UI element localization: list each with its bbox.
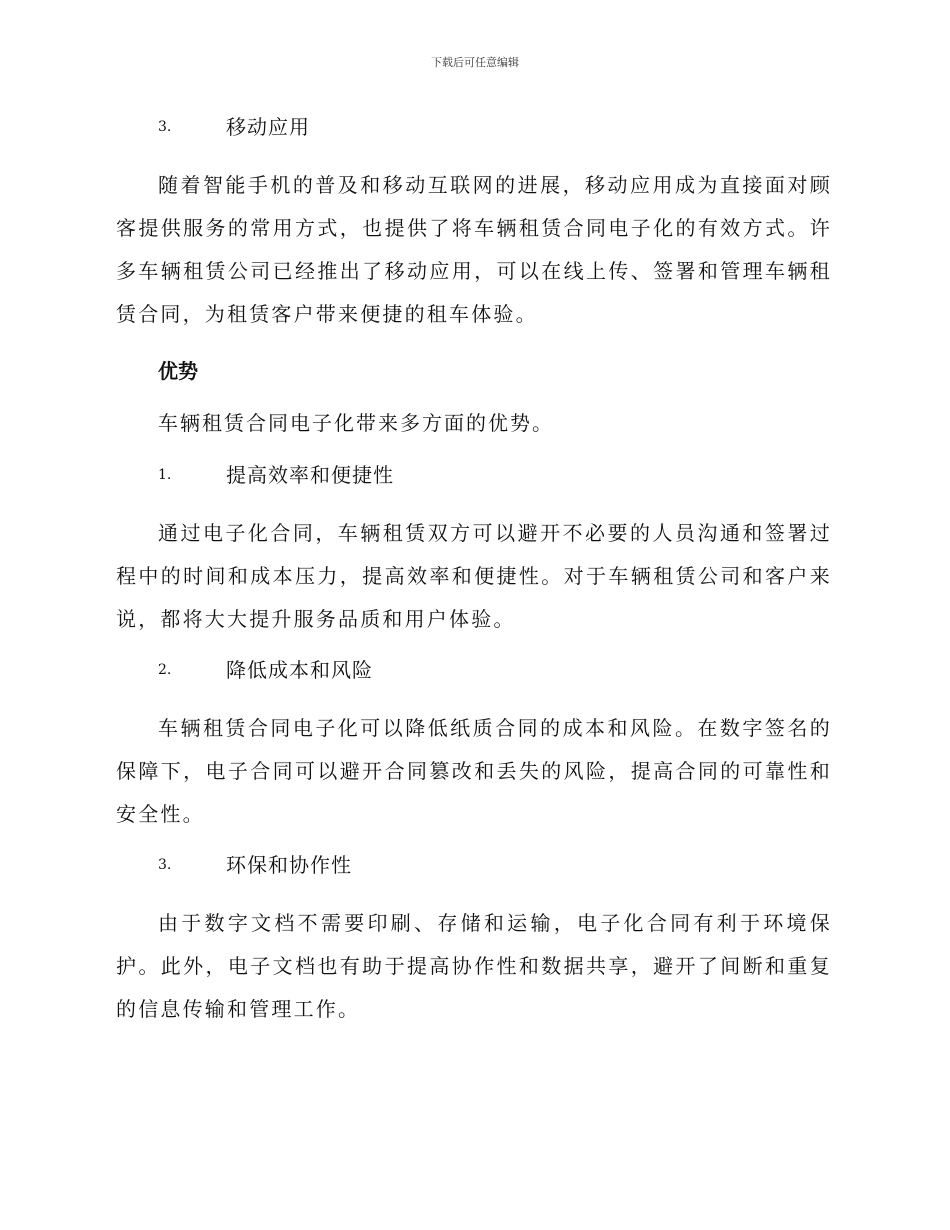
- heading-cost-risk: [116, 655, 832, 685]
- heading-number: 3.: [158, 857, 172, 873]
- heading-title: 提高效率和便捷性: [226, 463, 394, 487]
- heading-number: 1.: [158, 467, 172, 483]
- section-heading-advantages: 优势: [158, 359, 198, 383]
- heading-title: 降低成本和风险: [226, 658, 373, 682]
- page-header: 下载后可任意编辑: [431, 56, 519, 69]
- paragraph-cost-risk: 车辆租赁合同电子化可以降低纸质合同的成本和风险。在数字签名的保障下，电子合同可以避开合同篡改和丢失的风险，提高合同的可靠性和安全性。: [116, 716, 832, 826]
- heading-title: 移动应用: [226, 115, 310, 139]
- document-body: [116, 112, 832, 1045]
- paragraph-efficiency: 通过电子化合同，车辆租赁双方可以避开不必要的人员沟通和签署过程中的时间和成本压力，提高效率和便捷性。对于车辆租赁公司和客户来说，都将大大提升服务品质和用户体验。: [116, 521, 832, 631]
- heading-efficiency: [116, 460, 832, 490]
- paragraph-advantages-intro: 车辆租赁合同电子化带来多方面的优势。: [158, 411, 554, 435]
- heading-number: 2.: [158, 662, 172, 678]
- paragraph-mobile-app: 随着智能手机的普及和移动互联网的进展，移动应用成为直接面对顾客提供服务的常用方式，也提供了将车辆租赁合同电子化的有效方式。许多车辆租赁公司已经推出了移动应用，可以在线上传、签署和管理车辆租赁合同，为租赁客户带来便捷的租车体验。: [116, 173, 832, 326]
- heading-title: 环保和协作性: [226, 853, 352, 877]
- heading-number: 3.: [158, 119, 172, 135]
- paragraph-eco-collaboration: 由于数字文档不需要印刷、存储和运输，电子化合同有利于环境保护。此外，电子文档也有助于提高协作性和数据共享，避开了间断和重复的信息传输和管理工作。: [116, 911, 832, 1021]
- heading-eco-collaboration: [116, 850, 832, 880]
- heading-mobile-app: [116, 112, 832, 142]
